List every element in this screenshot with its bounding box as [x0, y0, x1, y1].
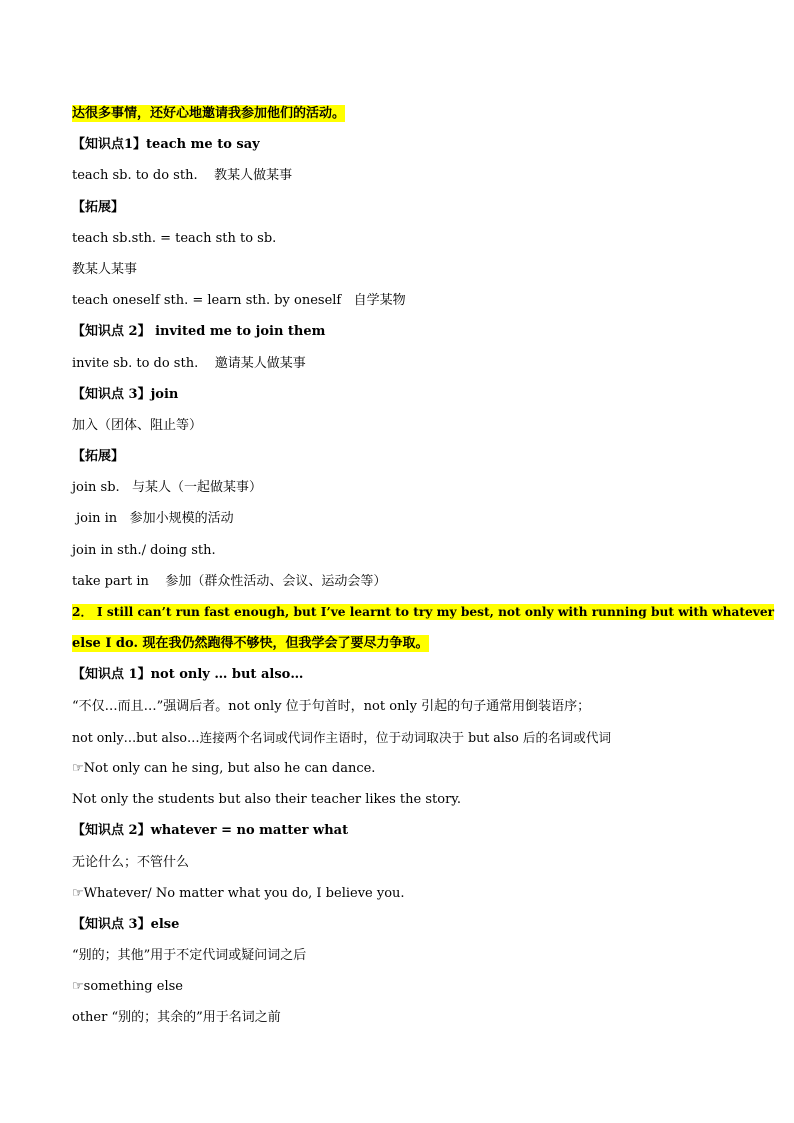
text-line-30: other “别的；其余的”用于名词之前 — [72, 1010, 281, 1026]
text-line-11: 加入（团体、阻止等） — [72, 417, 203, 433]
text-line-9: invite sb. to do sth. 邀请某人做某事 — [72, 355, 306, 371]
highlighted-sentence: 达很多事情，还好心地邀请我参加他们的活动。 — [72, 106, 346, 121]
text-line-21: not only…but also…连接两个名词或代词作主语时，位于动词取决于 but also 后的名词或代词 — [72, 729, 612, 745]
text-line-13: join sb. 与某人（一起做某事） — [72, 480, 263, 496]
extension-heading: 【拓展】 — [72, 199, 125, 215]
document-body — [72, 98, 774, 1034]
text-line-15: join in sth./ doing sth. — [72, 542, 216, 558]
text-line-20: “不仅…而且…”强调后者。not only 位于句首时，not only 引起的句子通常用倒装语序； — [72, 698, 591, 714]
knowledge-point-heading: 【知识点 1】not only … but also… — [72, 667, 304, 683]
text-line-18 — [72, 628, 722, 659]
knowledge-point-heading: 【知识点 2】 invited me to join them — [72, 324, 326, 340]
example-sentence: ☞Whatever/ No matter what you do, I believe you. — [72, 885, 405, 901]
highlighted-sentence: 2． I still can’t run fast enough, but I’ve learnt to try my best, not only with running but with whatever — [72, 605, 774, 619]
text-line-28: “别的；其他”用于不定代词或疑问词之后 — [72, 948, 307, 964]
text-line-5: teach sb.sth. = teach sth to sb. — [72, 230, 277, 246]
text-line-1 — [72, 98, 722, 129]
text-line-3: teach sb. to do sth. 教某人做某事 — [72, 168, 293, 184]
text-line-17 — [72, 597, 774, 628]
example-sentence: ☞something else — [72, 979, 183, 995]
text-line-14: join in 参加小规模的活动 — [72, 511, 234, 527]
text-line-16: take part in 参加（群众性活动、会议、运动会等） — [72, 573, 387, 589]
text-line-7: teach oneself sth. = learn sth. by oneself 自学某物 — [72, 293, 406, 309]
knowledge-point-heading: 【知识点1】teach me to say — [72, 137, 260, 153]
text-line-25: 无论什么；不管什么 — [72, 854, 190, 870]
highlighted-sentence: else I do. 现在我仍然跑得不够快，但我学会了要尽力争取。 — [72, 636, 429, 652]
text-line-6: 教某人某事 — [72, 261, 138, 277]
knowledge-point-heading: 【知识点 3】else — [72, 916, 180, 932]
knowledge-point-heading: 【知识点 2】whatever = no matter what — [72, 823, 349, 839]
extension-heading: 【拓展】 — [72, 449, 125, 465]
text-line-23: Not only the students but also their teacher likes the story. — [72, 792, 462, 808]
knowledge-point-heading: 【知识点 3】join — [72, 386, 179, 402]
example-sentence: ☞Not only can he sing, but also he can dance. — [72, 760, 376, 776]
